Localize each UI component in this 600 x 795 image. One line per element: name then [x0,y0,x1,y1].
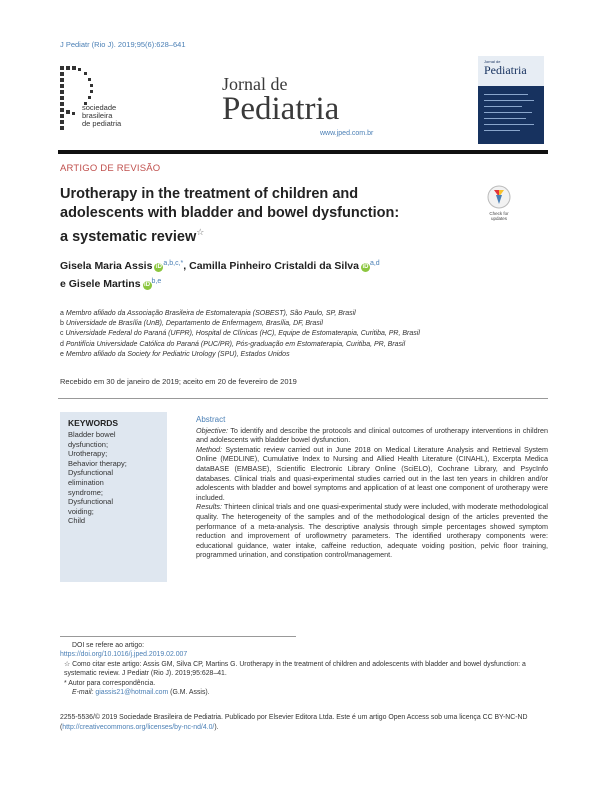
footnotes [60,641,550,697]
author-affil-marks: b,e [151,278,162,285]
keywords-panel [60,412,167,582]
doi-link[interactable]: https://doi.org/10.1016/j.jped.2019.02.007 [60,651,188,659]
footnote-divider [60,636,296,637]
keyword-line: Child [68,516,86,526]
journal-cover-thumbnail: Jornal de Pediatria [478,56,544,144]
email-note: E-mail: giassis21@hotmail.com (G.M. Assis). [72,689,210,697]
abstract-heading: Abstract [196,415,226,424]
abstract-method: Method: Systematic review carried out in June 2018 on Medical Literature Analysis and Retrieval System Online (MEDLINE), Cumulative Index to Nursing and Allied Health Literature (CINAHL), Excerpta Medica dataBASE (EMBASE), Scientific Electronic Library Online (SciELO), Cochrane Library, and PsycInfo databases. Clinical trials and quasi-experimental studies carried out in the last ten years in children and/or adolescents with bladder and bowel symptoms and application of at least one component of urotherapy were included. [196,444,548,502]
society-logo [58,66,138,138]
header-divider [58,150,548,154]
orcid-icon[interactable]: iD [144,282,151,288]
article-type: ARTIGO DE REVISÃO [60,163,161,174]
author-affil-marks: a,b,c,* [163,260,184,267]
author-name: Gisele Martins [68,278,141,290]
keyword-line: Dysfunctional [68,468,114,478]
keyword-line: Behavior therapy; [68,458,127,468]
author-name: Camilla Pinheiro Cristaldi da Silva [189,260,359,272]
author-name: Gisela Maria Assis [60,260,153,272]
email-link[interactable]: giassis21@hotmail.com [95,689,169,697]
license-link[interactable]: http://creativecommons.org/licenses/by-nc-nd/4.0/ [62,723,215,731]
keyword-line: Urotherapy; [68,449,108,459]
keyword-line: Bladder bowel [68,430,116,439]
keywords-heading: KEYWORDS [68,418,119,428]
correspondence-note: * Autor para correspondência. [64,679,156,687]
abstract-objective: Objective: To identify and describe the protocols and clinical outcomes of urotherapy interventions in children and adolescents with bladder bowel dysfunction. [196,425,549,445]
orcid-icon[interactable]: iD [155,264,162,270]
keyword-line: dysfunction; [68,439,109,449]
check-for-updates-badge[interactable]: Check for updates [482,185,516,221]
affiliation-list [60,309,550,360]
affiliation-item: e Membro afiliado da Society for Pediatric Urology (SPU), Estados Unidos [60,350,290,358]
received-dates: Recebido em 30 de janeiro de 2019; aceito em 20 de fevereiro de 2019 [60,377,297,386]
journal-masthead [222,75,339,125]
citation-note: ☆ Como citar este artigo: Assis GM, Silva CP, Martins G. Urotherapy in the treatment of children and adolescents with bladder and bowel dysfunction: a systematic review. J Pediatr (Rio J). 2019;95:628–41. [64,660,526,678]
doi-note: DOI se refere ao artigo: [72,642,145,649]
journal-name-small: Jornal de [222,74,288,94]
author-affil-marks: a,d [369,260,380,267]
affiliation-item: c Universidade Federal do Paraná (UFPR), Hospital de Clínicas (HC), Equipe de Estomaterapia, Curitiba, PR, Brasil [60,330,420,338]
affiliation-item: d Pontifícia Universidade Católica do Paraná (PUC/PR), Pós-graduação em Estomaterapia, Curitiba, PR, Brasil [60,340,406,348]
abstract-results: Results: Thirteen clinical trials and one quasi-experimental study were included, with moderate methodological quality. The heterogeneity of the samples and of the methodological design of the articles prevented the performance of a meta-analysis. The descriptive analysis through simple percentages showed symptom reduction and improvement of uroflowmetry parameters. The identified urotherapy components were: educational guidance, water intake, caffeine reduction, adequate voiding position, pelvic floor training, programmed urination, and constipation control/management. [196,502,548,560]
check-updates-icon [487,185,511,209]
orcid-icon[interactable]: iD [362,264,369,270]
journal-citation: J Pediatr (Rio J). 2019;95(6):628–641 [60,40,186,49]
affiliation-item: a Membro afiliado da Associação Brasileira de Estomaterapia (SOBEST), São Paulo, SP, Brasil [60,310,356,317]
journal-name-big: Pediatria [222,91,340,127]
article-title: Urotherapy in the treatment of children and adolescents with bladder and bowel dysfunction: a systematic review☆ [60,186,400,245]
journal-url-link[interactable]: www.jped.com.br [320,130,374,137]
affiliation-item: b Universidade de Brasília (UnB), Departamento de Enfermagem, Brasília, DF, Brasil [60,320,323,328]
section-divider [58,398,548,399]
society-name: sociedade brasileira de pediatria [82,103,122,128]
abstract [196,415,548,560]
keyword-line: elimination [68,477,104,487]
license-statement: 2255-5536/© 2019 Sociedade Brasileira de Pediatria. Publicado por Elsevier Editora Ltda. Este é um artigo Open Access sob uma licença CC BY-NC-ND (http://creativecommons.org/licenses/by-nc-nd/4.0/). [60,714,528,731]
title-footnote-mark: ☆ [196,227,205,237]
keyword-line: voiding; [68,506,94,516]
author-list: Gisela Maria Assis iD $^{a,b,c,*}$, Camilla Pinheiro Cristaldi da Silva iD $^{a,d}$ e Gisele Martins iD $^{b,e}$ [60,260,380,290]
keyword-line: Dysfunctional [68,497,114,507]
keyword-line: syndrome; [68,487,104,497]
